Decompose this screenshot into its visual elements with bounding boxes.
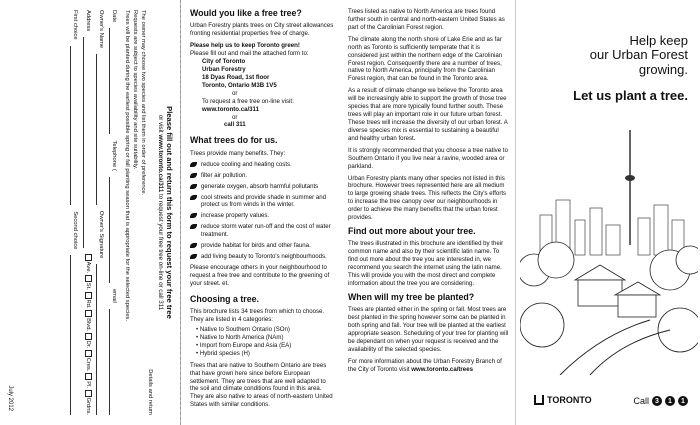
- toronto-logo: TORONTO: [534, 395, 592, 405]
- leaf-icon: [190, 224, 197, 229]
- form-month: July 2012: [7, 385, 14, 411]
- list-item: • Hybrid species (H): [196, 350, 334, 358]
- form-subtitle-site[interactable]: www.toronto.ca/311: [156, 134, 164, 193]
- first-choice-label: First choice: [71, 10, 78, 40]
- form-note-1: The owner may choose two species and list them in order of preference.: [139, 10, 146, 196]
- address-line: Toronto, Ontario M3B 1V5: [202, 81, 277, 89]
- heading-when-planted: When will my tree be planted?: [348, 292, 475, 302]
- dwelling-option[interactable]: Ave.: [85, 254, 91, 275]
- online-link[interactable]: www.toronto.ca/311: [202, 105, 260, 113]
- native-text: Trees that are native to Southern Ontario are trees that have grown here since before European settlement. They are trees that are well adapted to the soil and climate conditions found in this area. They are also native to areas of north-eastern United States with similar conditions.: [190, 361, 333, 409]
- dwelling-options: [83, 254, 92, 415]
- cut-line: [180, 0, 181, 425]
- second-choice-label: Second choice: [71, 211, 78, 250]
- dwelling-option[interactable]: St.: [85, 275, 91, 292]
- heading-free-tree: Would you like a free tree?: [190, 8, 302, 18]
- dwelling-option[interactable]: Pl.: [85, 373, 91, 389]
- call-311: [633, 396, 688, 406]
- form-subtitle-suffix: to request your free tree on-line or call 311: [156, 192, 164, 311]
- help-green-text: Please help us to keep Toronto green!: [190, 42, 300, 50]
- address-row: [83, 10, 92, 415]
- list-item: reduce storm water run-off and the cost of water treatment.: [190, 223, 334, 239]
- telephone-field[interactable]: [109, 177, 118, 283]
- list-item: generate oxygen, absorb harmful pollutants: [190, 183, 334, 191]
- more-info-text: For more information about the Urban Forestry Branch of the City of Toronto visit www.toronto.ca/trees: [348, 357, 502, 373]
- trees-link[interactable]: www.toronto.ca/trees: [411, 365, 473, 373]
- list-item: • Import from Europe and Asia (EA): [196, 342, 334, 350]
- list-item: provide habitat for birds and other fauna.: [190, 242, 334, 250]
- leaf-icon: [190, 213, 197, 218]
- fill-form-text: Please fill out and mail the attached form to:: [190, 50, 309, 58]
- dwelling-option[interactable]: Cres.: [85, 350, 91, 373]
- benefits-list: [190, 161, 334, 261]
- form-note-2: Requests are subject to species availability and site suitability.: [131, 10, 138, 170]
- dwelling-option[interactable]: Grdns.: [85, 390, 91, 415]
- digit-badge: 3: [652, 396, 662, 406]
- address-field[interactable]: [83, 37, 92, 247]
- form-title: Please fill out and return this form to request your free tree: [165, 106, 174, 319]
- dwelling-option[interactable]: Dr.: [85, 333, 91, 350]
- online-text: To request a free tree on-line visit:: [202, 97, 294, 105]
- second-choice-field[interactable]: [70, 255, 79, 415]
- paragraph: Trees listed as native to North America are trees found further south in central and north-eastern United States as part of the Carolinian Forest region.: [348, 8, 505, 31]
- address-label: Address: [84, 10, 91, 32]
- benefits-intro: Trees provide many benefits. They:: [190, 149, 286, 157]
- paragraph: As a result of climate change we believe the Toronto area will be increasingly able to support the growth of those tree species that are more typically found further south. These trees will play an important role in our future urban forest. These trees will increase the diversity of our urban forest. A diverse species mix is essential to sustaining a beautiful and healthy urban forest.: [348, 87, 508, 142]
- address-line: City of Toronto: [202, 58, 246, 66]
- date-phone-row: [109, 10, 118, 415]
- owner-name-label: Owner's Name: [97, 10, 104, 49]
- find-text: The trees illustrated in this brochure are identified by their common name and also by their scientific latin name. To find out more about the tree you are interested in, we recommend you search the internet using the latin name. This will provide you with the most direct and complete information about the tree you are considering.: [348, 240, 504, 288]
- list-item: cool streets and provide shade in summer and protect us from winds in the winter.: [190, 194, 334, 210]
- heading-choosing: Choosing a tree.: [190, 293, 259, 304]
- details-label: Details and return: [147, 369, 154, 415]
- heading-find-out: Find out more about your tree.: [348, 226, 476, 237]
- leaf-icon: [190, 184, 197, 189]
- owner-name-field[interactable]: [96, 54, 105, 205]
- info-column-b: [342, 0, 516, 425]
- form-subtitle-prefix: or visit: [156, 114, 164, 135]
- address-line: Urban Forestry: [202, 66, 246, 74]
- list-item: reduce cooling and heating costs.: [190, 161, 334, 169]
- list-item: • Native to North America (NAm): [196, 334, 334, 342]
- form-note-3: Trees will be planted during the earliest possible spring or fall planting season that is appropriate for the selected species.: [123, 10, 130, 322]
- leaf-icon: [190, 173, 197, 178]
- digit-badge: 1: [678, 396, 688, 406]
- date-label: Date: [110, 10, 117, 23]
- request-form-rotated: [0, 0, 180, 425]
- dwelling-option[interactable]: Blvd.: [85, 310, 91, 333]
- email-field[interactable]: [109, 309, 118, 415]
- email-label: email: [110, 288, 117, 303]
- choose-text: This brochure lists 34 trees from which to choose. They are listed in 4 categories:: [190, 308, 325, 324]
- or-text: or: [232, 89, 238, 97]
- toronto-logo-icon: [534, 395, 544, 405]
- call-label: Call: [633, 396, 649, 406]
- call-311-text: call 311: [224, 121, 246, 129]
- list-item: add living beauty to Toronto's neighbourhoods.: [190, 253, 334, 261]
- cover-title: Help keep our Urban Forest growing.: [589, 33, 688, 77]
- date-field[interactable]: [109, 28, 118, 134]
- encourage-text: Please encourage others in your neighbourhood to request a free tree and contribute to the greening of your street. et.: [190, 263, 330, 287]
- first-choice-field[interactable]: [70, 46, 79, 206]
- form-subtitle: [155, 10, 163, 415]
- list-item: filter air pollution.: [190, 172, 334, 180]
- leaf-icon: [190, 243, 197, 248]
- categories-list: [196, 326, 334, 358]
- dwelling-option[interactable]: Rd.: [85, 292, 91, 311]
- paragraph: It is strongly recommended that you choose a tree native to Southern Ontario if you live near a ravine, wooded area or parkland.: [348, 146, 508, 170]
- list-item: increase property values.: [190, 212, 334, 220]
- leaf-icon: [190, 195, 197, 200]
- when-text: Trees are planted either in the spring or fall. Most trees are best planted in the spring however some can be planted in both spring and fall. Your tree will be planted at the earliest appropriate season. Scheduling of your tree for planting will be dependant on when your request is received and the availability of the selected species.: [348, 306, 509, 354]
- leaf-icon: [190, 254, 197, 259]
- free-tree-text: Urban Forestry plants trees on City street allowances fronting residential properties free of charge.: [190, 22, 334, 38]
- paragraph: The climate along the north shore of Lake Erie and as far north as Toronto is sufficiently temperate that it is considered just within the northern edge of the Carolinian Forest region. Consequently there are a number of trees, native to North America, principally from the Carolinian Forest region, that can be found in the Toronto area.: [348, 35, 503, 83]
- heading-what-trees-do: What trees do for us.: [190, 135, 278, 146]
- request-form-panel: [0, 0, 181, 425]
- telephone-label: Telephone (: [110, 140, 117, 171]
- cover-subtitle: Let us plant a tree.: [573, 88, 688, 103]
- choice-row: [70, 10, 79, 415]
- info-column-a: [182, 0, 340, 425]
- cover-panel: [518, 0, 700, 425]
- owner-row: [96, 10, 105, 415]
- paragraph: Urban Forestry plants many other species not listed in this brochure. However trees represented here are all medium to large growing shade trees. This reflects the City's efforts to increase the tree canopy over our neighbourhoods in order to achieve the many benefits that the urban forest provides.: [348, 174, 507, 222]
- or-text: or: [232, 113, 238, 121]
- address-line: 18 Dyas Road, 1st floor: [202, 73, 270, 81]
- owner-signature-field[interactable]: [96, 264, 105, 415]
- list-item: • Native to Southern Ontario (SOn): [196, 326, 334, 334]
- mailing-address: [202, 58, 334, 129]
- leaf-icon: [190, 162, 197, 167]
- owner-signature-label: Owner's Signature: [97, 210, 104, 259]
- digit-badge: 1: [665, 396, 675, 406]
- city-forest-illustration: [520, 120, 698, 375]
